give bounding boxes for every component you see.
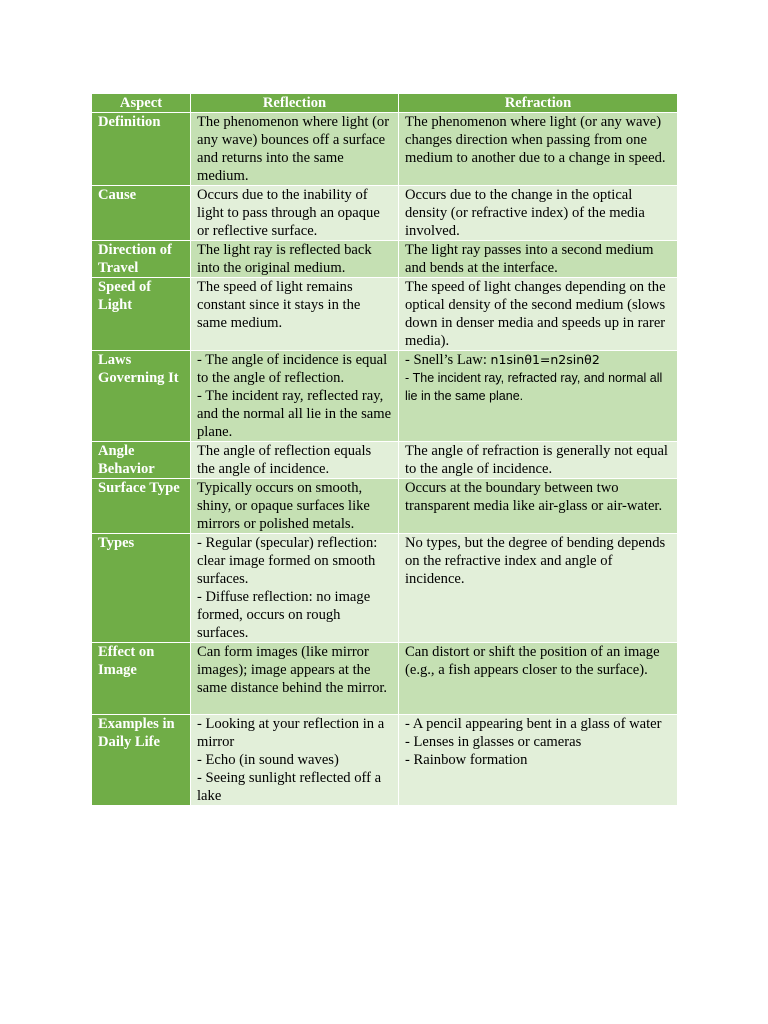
table-row xyxy=(92,715,678,806)
table-row xyxy=(92,241,678,278)
refraction-cell: - A pencil appearing bent in a glass of water - Lenses in glasses or cameras - Rainbow formation xyxy=(399,715,678,806)
refraction-plane-note: - The incident ray, refracted ray, and normal all lie in the same plane. xyxy=(405,371,663,403)
table-row xyxy=(92,186,678,241)
aspect-cell: Angle Behavior xyxy=(92,442,191,479)
table-row xyxy=(92,643,678,715)
table-body xyxy=(92,113,678,806)
header-aspect: Aspect xyxy=(92,94,191,113)
aspect-cell: Types xyxy=(92,534,191,643)
table-row xyxy=(92,479,678,534)
reflection-cell: Can form images (like mirror images); image appears at the same distance behind the mirror. xyxy=(191,643,399,715)
refraction-cell: The phenomenon where light (or any wave) changes direction when passing from one medium to another due to a change in speed. xyxy=(399,113,678,186)
refraction-cell: The angle of refraction is generally not equal to the angle of incidence. xyxy=(399,442,678,479)
aspect-cell: Definition xyxy=(92,113,191,186)
aspect-cell: Cause xyxy=(92,186,191,241)
aspect-cell: Speed of Light xyxy=(92,278,191,351)
table-row xyxy=(92,351,678,442)
aspect-cell: Laws Governing It xyxy=(92,351,191,442)
reflection-cell: The speed of light remains constant since it stays in the same medium. xyxy=(191,278,399,351)
reflection-cell: - Looking at your reflection in a mirror - Echo (in sound waves) - Seeing sunlight reflected off a lake xyxy=(191,715,399,806)
reflection-cell: The light ray is reflected back into the original medium. xyxy=(191,241,399,278)
reflection-cell: Occurs due to the inability of light to pass through an opaque or reflective surface. xyxy=(191,186,399,241)
reflection-cell: - Regular (specular) reflection: clear image formed on smooth surfaces. - Diffuse reflection: no image formed, occurs on rough surfaces. xyxy=(191,534,399,643)
refraction-cell: No types, but the degree of bending depends on the refractive index and angle of incidence. xyxy=(399,534,678,643)
aspect-cell: Effect on Image xyxy=(92,643,191,715)
table-header xyxy=(92,94,678,113)
reflection-cell: The phenomenon where light (or any wave) bounces off a surface and returns into the same medium. xyxy=(191,113,399,186)
refraction-cell: Occurs at the boundary between two transparent media like air-glass or air-water. xyxy=(399,479,678,534)
refraction-cell: The speed of light changes depending on the optical density of the second medium (slows down in denser media and speeds up in rarer media). xyxy=(399,278,678,351)
reflection-cell: - The angle of incidence is equal to the angle of reflection. - The incident ray, reflected ray, and the normal all lie in the same plane. xyxy=(191,351,399,442)
table-row xyxy=(92,534,678,643)
header-refraction: Refraction xyxy=(399,94,678,113)
header-reflection: Reflection xyxy=(191,94,399,113)
snells-law-label: - Snell’s Law: xyxy=(405,352,491,368)
table-row xyxy=(92,278,678,351)
aspect-cell: Direction of Travel xyxy=(92,241,191,278)
refraction-cell: The light ray passes into a second medium and bends at the interface. xyxy=(399,241,678,278)
table-row xyxy=(92,442,678,479)
table-row xyxy=(92,113,678,186)
refraction-cell xyxy=(399,351,678,442)
refraction-cell: Occurs due to the change in the optical density (or refractive index) of the media involved. xyxy=(399,186,678,241)
header-row xyxy=(92,94,678,113)
refraction-cell: Can distort or shift the position of an image (e.g., a fish appears closer to the surface). xyxy=(399,643,678,715)
reflection-cell: The angle of reflection equals the angle of incidence. xyxy=(191,442,399,479)
comparison-table xyxy=(91,93,678,806)
aspect-cell: Surface Type xyxy=(92,479,191,534)
reflection-cell: Typically occurs on smooth, shiny, or opaque surfaces like mirrors or polished metals. xyxy=(191,479,399,534)
aspect-cell: Examples in Daily Life xyxy=(92,715,191,806)
snells-law-equation: n1sinθ1=n2sinθ2 xyxy=(490,352,600,367)
